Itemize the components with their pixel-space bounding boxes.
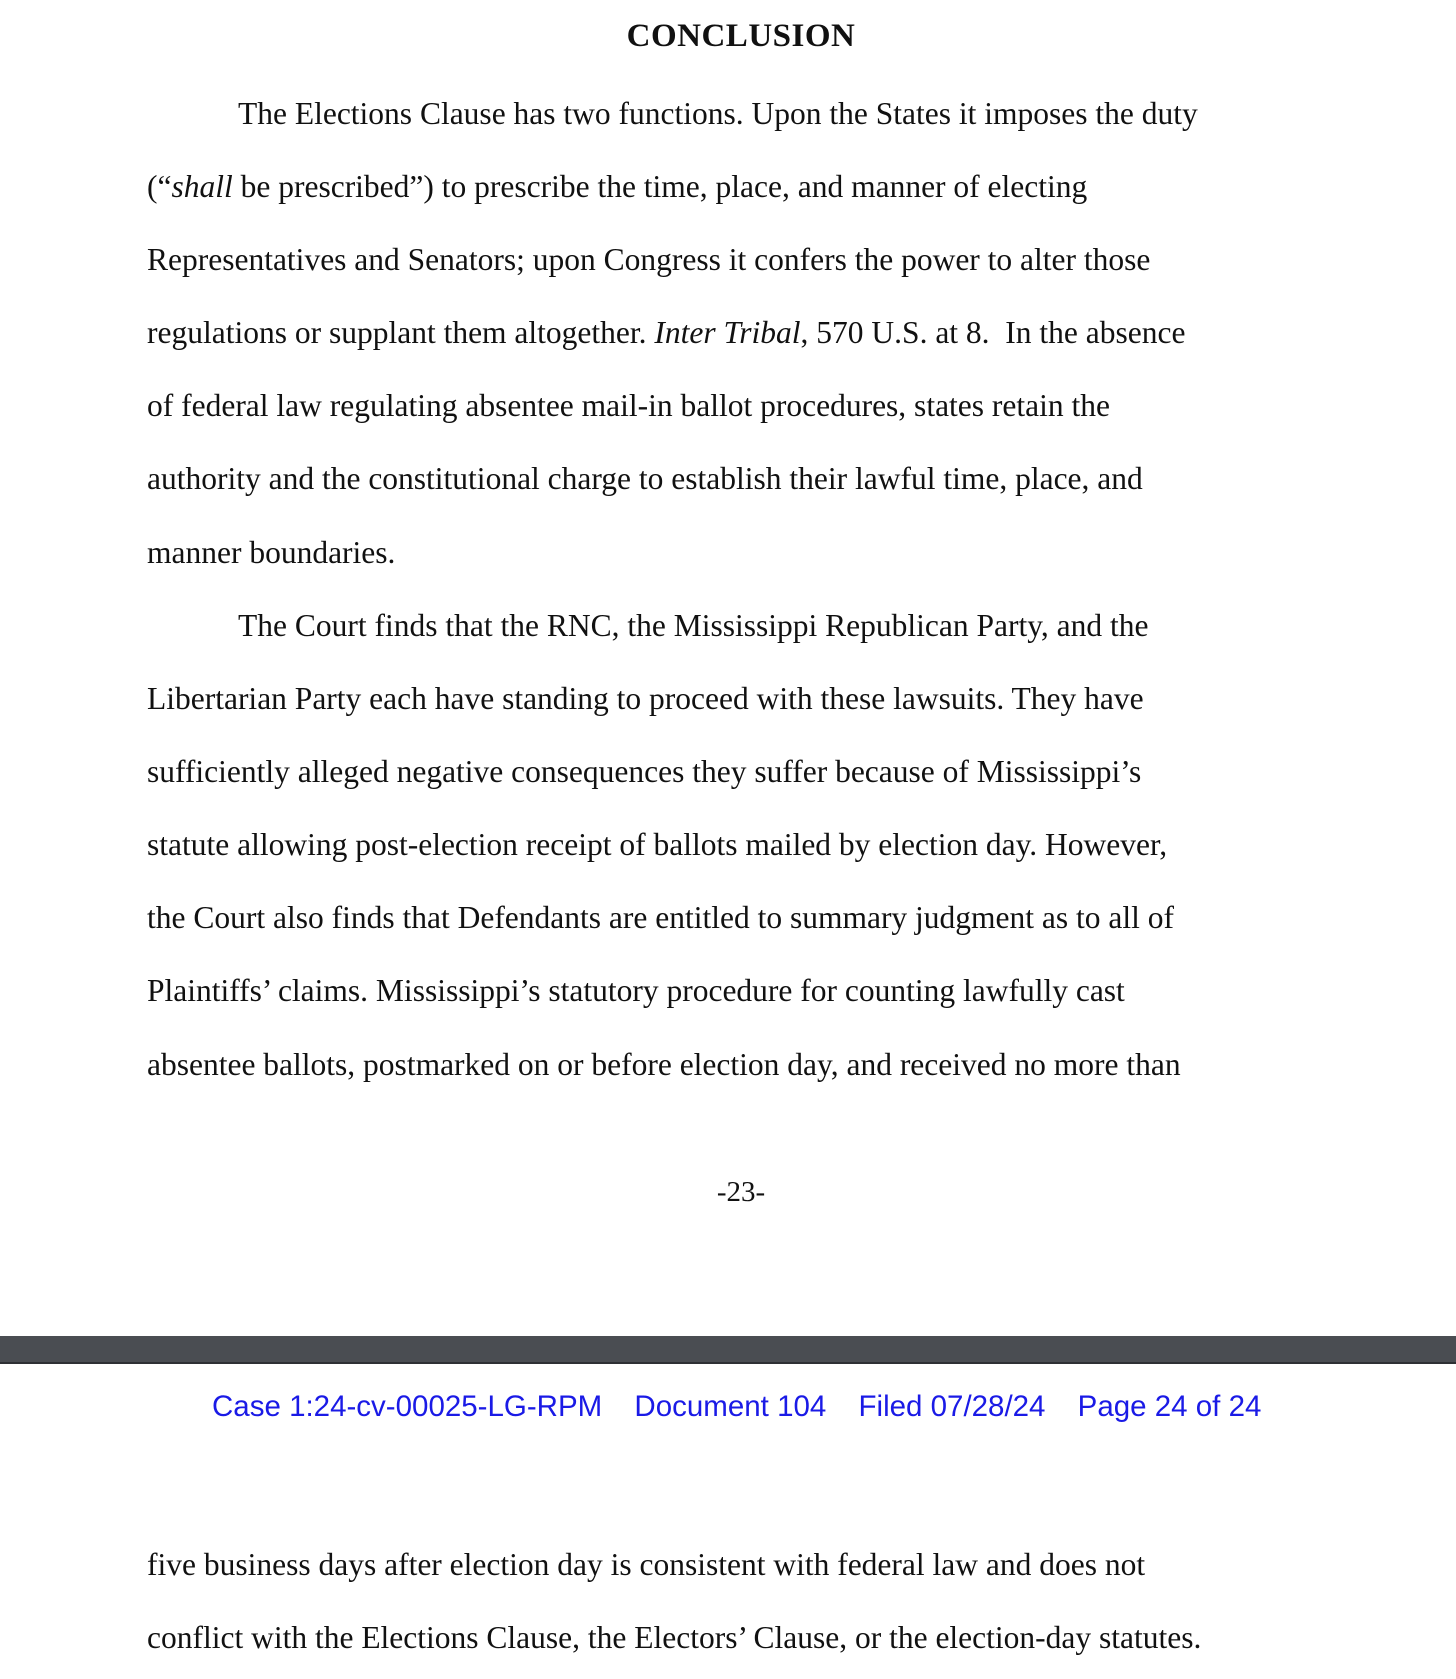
document-number: Document 104 xyxy=(634,1390,827,1423)
paragraph-line: The Court finds that the RNC, the Mississippi Republican Party, and the xyxy=(238,608,1149,643)
paragraph-line: the Court also finds that Defendants are entitled to summary judgment as to all of xyxy=(147,900,1175,935)
paragraph-line: (“shall be prescribed”) to prescribe the time, place, and manner of electing xyxy=(147,169,1088,204)
page-divider xyxy=(0,1336,1456,1364)
paragraph-line: authority and the constitutional charge to establish their lawful time, place, and xyxy=(147,461,1143,496)
paragraph-line: Plaintiffs’ claims. Mississippi’s statutory procedure for counting lawfully cast xyxy=(147,973,1125,1008)
paragraph-line: Libertarian Party each have standing to proceed with these lawsuits. They have xyxy=(147,681,1144,716)
section-heading: CONCLUSION xyxy=(626,18,856,54)
page-indicator: Page 24 of 24 xyxy=(1077,1390,1262,1423)
paragraph-line: regulations or supplant them altogether. Inter Tribal, 570 U.S. at 8. In the absence xyxy=(147,315,1186,350)
filed-date: Filed 07/28/24 xyxy=(858,1390,1046,1423)
paragraph-line: manner boundaries. xyxy=(147,535,396,570)
paragraph-line: Representatives and Senators; upon Congress it confers the power to alter those xyxy=(147,242,1151,277)
paragraph-line: sufficiently alleged negative consequences they suffer because of Mississippi’s xyxy=(147,754,1142,789)
paragraph-line: of federal law regulating absentee mail-in ballot procedures, states retain the xyxy=(147,388,1110,423)
paragraph-line: statute allowing post-election receipt of ballots mailed by election day. However, xyxy=(147,827,1168,862)
page-number: -23- xyxy=(716,1176,766,1208)
paragraph-line: absentee ballots, postmarked on or before election day, and received no more than xyxy=(147,1047,1181,1082)
case-number: Case 1:24-cv-00025-LG-RPM xyxy=(212,1390,603,1423)
paragraph-line: The Elections Clause has two functions. Upon the States it imposes the duty xyxy=(238,96,1198,131)
case-header xyxy=(212,1390,1261,1424)
paragraph-line: conflict with the Elections Clause, the Electors’ Clause, or the election-day statutes. xyxy=(147,1620,1202,1655)
paragraph-line: five business days after election day is consistent with federal law and does not xyxy=(147,1547,1146,1582)
